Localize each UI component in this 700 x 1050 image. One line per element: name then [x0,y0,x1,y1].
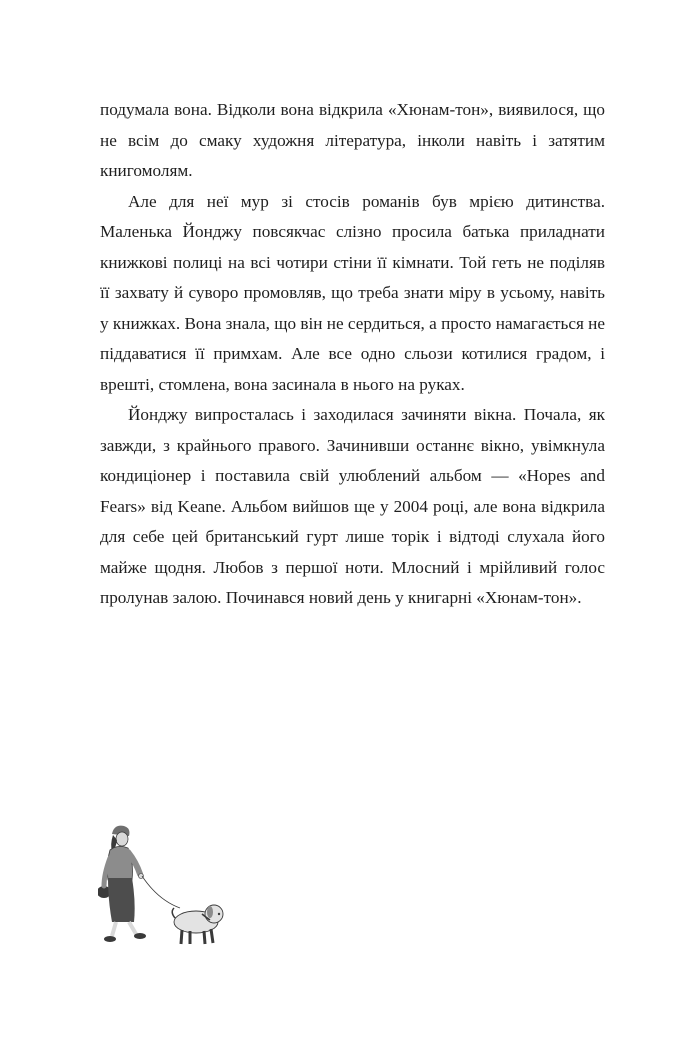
woman-figure [98,826,146,942]
paragraph-1: подумала вона. Відколи вона відкрила «Хюнам-тон», виявилося, що не всім до смаку художня література, інколи навіть і затятим книгомолям. [100,100,605,180]
paragraph-2: Але для неї мур зі стосів романів був мрією дитинства. Маленька Йонджу повсякчас слізно просила батька приладнати книжкові полиці на всі чотири стіни її кімнати. Той геть не поділяв її захвату й суворо промовляв, що треба знати міру в усьому, навіть у книжках. Вона знала, що він не сердиться, а просто намагається не піддаватися її примхам. Але все одно сльози котилися градом, і врешті, стомлена, вона засинала в нього на руках. [100,191,605,394]
paragraph-3: Йонджу випросталась і заходилася зачиняти вікна. Почала, як завжди, з крайнього правого. Зачинивши останнє вікно, увімкнула кондиціонер і поставила свій улюблений альбом — «Hopes and Fears» від Keane. Альбом вийшов ще у 2004 році, але вона відкрила для себе цей британський гурт лише торік і відтоді слухала його майже щодня. Любов з першої ноти. Млосний і мрійливий голос пролунав залою. Починався новий день у книгарні «Хюнам-тон». [100,405,605,607]
body-text [100,95,605,614]
leash-line [142,876,180,908]
woman-walking-dog-illustration [98,822,238,952]
dog-figure [172,905,223,944]
